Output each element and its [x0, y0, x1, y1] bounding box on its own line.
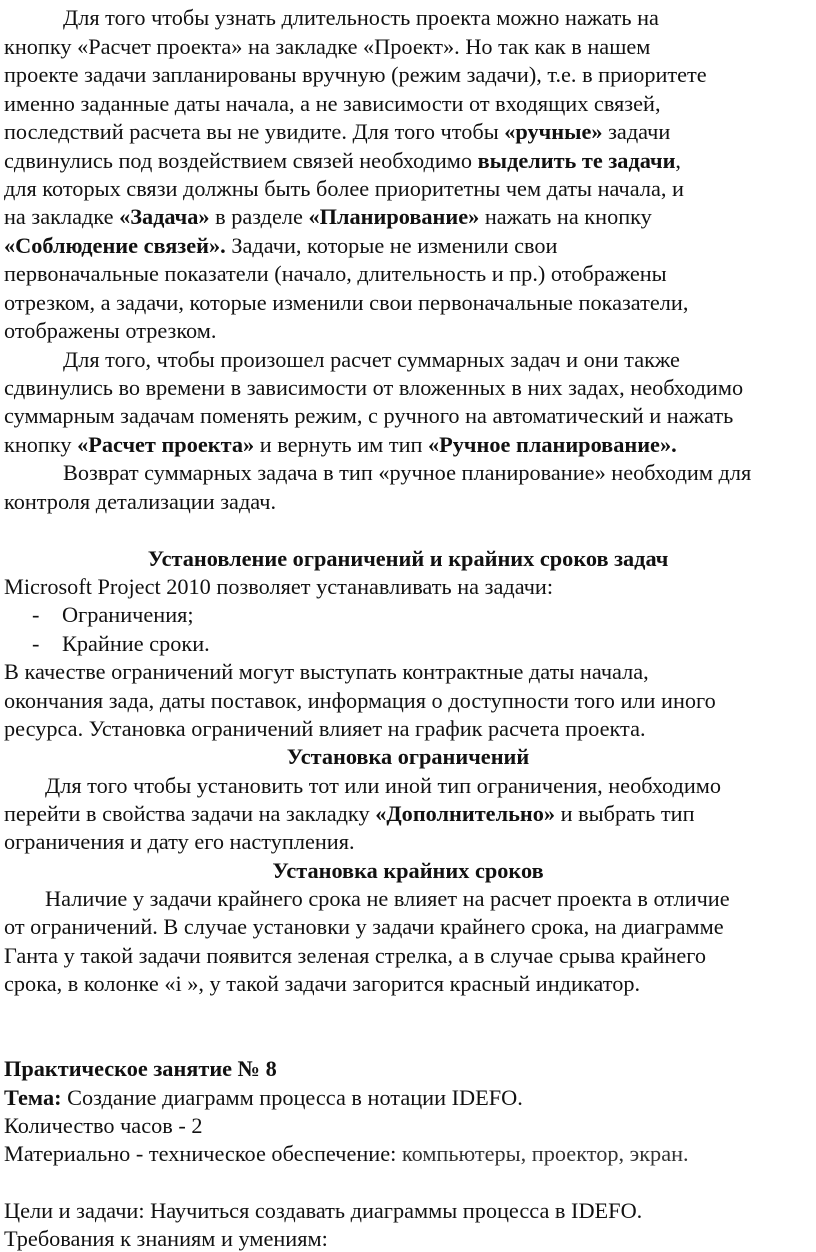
bold-text: «Задача» [119, 204, 210, 229]
paragraph-1-line-7: для которых связи должны быть более приоритетны чем даты начала, и [4, 176, 684, 201]
practice-hours: Количество часов - 2 [4, 1113, 203, 1138]
section-heading-constraints: Установка ограничений [286, 744, 530, 769]
bold-text: «Соблюдение связей». [4, 233, 226, 258]
paragraph-1-line-2: кнопку «Расчет проекта» на закладке «Проект». Но так как в нашем [4, 34, 651, 59]
text-run: кнопку [4, 432, 78, 457]
practice-goals: Цели и задачи: Научиться создавать диаграммы процесса в IDEFO. [4, 1198, 643, 1223]
topic-label: Тема: [4, 1085, 62, 1110]
paragraph-2-line-2: сдвинулись во времени в зависимости от вложенных в них задах, необходимо [4, 375, 744, 400]
text-run: последствий расчета вы не увидите. Для того чтобы [4, 119, 505, 144]
section-2-line-3: ограничения и дату его наступления. [4, 829, 355, 854]
text-run: Задачи, которые не изменили свои [225, 233, 558, 258]
bold-text: выделить те задачи [477, 148, 676, 173]
section-heading-constraints-deadlines: Установление ограничений и крайних сроков задач [147, 546, 669, 571]
paragraph-1-line-9 [4, 232, 557, 259]
equipment-label: Материально - техническое обеспечение: [4, 1141, 402, 1166]
bold-text: «Ручное планирование». [428, 432, 677, 457]
paragraph-2-line-3: суммарным задачам поменять режим, с ручного на автоматический и нажать [4, 403, 734, 428]
paragraph-1-line-5 [4, 118, 670, 145]
paragraph-1-line-6 [4, 147, 681, 174]
practice-title: Практическое занятие № 8 [4, 1056, 277, 1081]
text-run: в разделе [209, 204, 309, 229]
section-3-line-1: Наличие у задачи крайнего срока не влияет на расчет проекта в отличие [45, 886, 730, 911]
section-2-line-1: Для того чтобы установить тот или иной тип ограничения, необходимо [45, 773, 722, 798]
paragraph-1-line-10: первоначальные показатели (начало, длительность и пр.) отображены [4, 261, 667, 286]
section-2-line-2 [4, 800, 695, 827]
section-1-line-3: ресурса. Установка ограничений влияет на график расчета проекта. [4, 716, 646, 741]
paragraph-3-line-2: контроля детализации задач. [4, 489, 277, 514]
section-1-line-1: В качестве ограничений могут выступать контрактные даты начала, [4, 659, 649, 684]
text-run: сдвинулись под воздействием связей необходимо [4, 148, 478, 173]
practice-equipment [4, 1140, 689, 1167]
paragraph-1-line-1: Для того чтобы узнать длительность проекта можно нажать на [63, 5, 659, 30]
text-run: перейти в свойства задачи на закладку [4, 801, 376, 826]
paragraph-2-line-1: Для того, чтобы произошел расчет суммарных задач и они также [63, 347, 680, 372]
bold-text: «ручные» [504, 119, 603, 144]
text-run: нажать на кнопку [479, 204, 652, 229]
text-run: и выбрать тип [555, 801, 695, 826]
section-1-line-2: окончания зада, даты поставок, информация о доступности того или иного [4, 688, 716, 713]
text-run: , [675, 148, 681, 173]
paragraph-2-line-4 [4, 431, 677, 458]
list-dash: - [32, 631, 40, 656]
section-3-line-4: срока, в колонке «i », у такой задачи загорится красный индикатор. [4, 971, 641, 996]
paragraph-1-line-8 [4, 203, 652, 230]
practice-topic [4, 1084, 523, 1111]
list-item-text: Ограничения; [62, 602, 194, 627]
list-dash: - [32, 602, 40, 627]
bold-text: «Дополнительно» [375, 801, 556, 826]
section-heading-deadlines: Установка крайних сроков [272, 858, 544, 883]
text-run: задачи [602, 119, 671, 144]
section-3-line-2: от ограничений. В случае установки у задачи крайнего срока, на диаграмме [4, 914, 724, 939]
paragraph-1-line-4: именно заданные даты начала, а не зависимости от входящих связей, [4, 91, 661, 116]
paragraph-1-line-3: проекте задачи запланированы вручную (режим задачи), т.е. в приоритете [4, 62, 707, 87]
paragraph-1-line-11: отрезком, а задачи, которые изменили свои первоначальные показатели, [4, 290, 689, 315]
bold-text: «Планирование» [308, 204, 480, 229]
paragraph-3-line-1: Возврат суммарных задача в тип «ручное планирование» необходим для [63, 460, 752, 485]
section-3-line-3: Ганта у такой задачи появится зеленая стрелка, а в случае срыва крайнего [4, 943, 706, 968]
practice-requirements: Требования к знаниям и умениям: [4, 1226, 328, 1251]
topic-text: Создание диаграмм процесса в нотации IDEFO. [61, 1085, 523, 1110]
list-item-text: Крайние сроки. [62, 631, 210, 656]
equipment-text: компьютеры, проектор, экран. [401, 1141, 689, 1166]
paragraph-1-line-12: отображены отрезком. [4, 318, 217, 343]
bold-text: «Расчет проекта» [77, 432, 255, 457]
text-run: на закладке [4, 204, 120, 229]
section-1-intro: Microsoft Project 2010 позволяет устанавливать на задачи: [4, 574, 554, 599]
text-run: и вернуть им тип [254, 432, 429, 457]
